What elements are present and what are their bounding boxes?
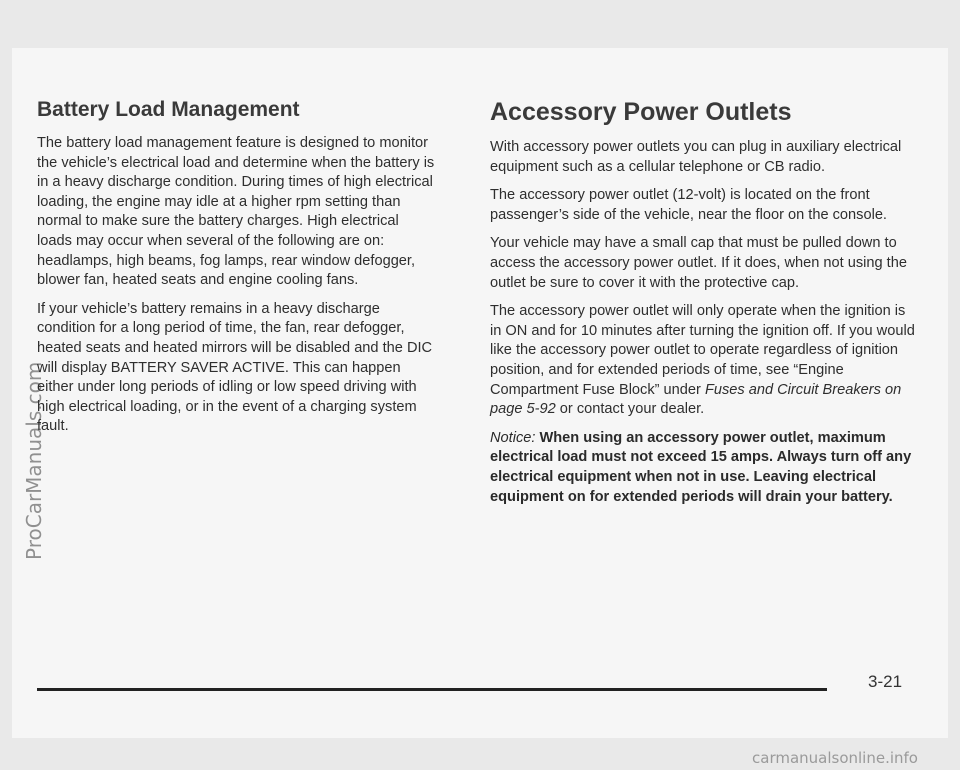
paragraph: With accessory power outlets you can plug in auxiliary electrical equipment such as a cellular telephone or CB radio. <box>490 139 902 175</box>
notice-block <box>490 429 920 507</box>
battery-load-section <box>37 98 437 446</box>
paragraph-text: The accessory power outlet will only operate when the ignition is in ON and for 10 minutes after turning the ignition off. If you would like the accessory power outlet to operate regardless of ignition position, and for extended periods of time, see “Engine Compartment Fuse Block” under <box>490 303 915 398</box>
paragraph: If your vehicle’s battery remains in a heavy discharge condition for a long period of time, the fan, rear defogger, heated seats and heated mirrors will be disabled and the DIC will display BATTERY SAVER ACTIVE. This can happen either under long periods of idling or low speed driving with high electrical loading, or in the event of a charging system fault. <box>37 300 433 435</box>
paragraph: The battery load management feature is designed to monitor the vehicle’s electrical load and determine when the battery is in a heavy discharge condition. During times of high electrical loading, the engine may idle at a higher rpm setting than normal to make sure the battery charges. High electrical loads may occur when several of the following are on: headlamps, high beams, fog lamps, rear window defogger, blower fan, heated seats and engine cooling fans. <box>37 135 435 289</box>
cross-reference: Fuses and Circuit Breakers on page 5-92 <box>490 381 902 418</box>
paragraph-text: or contact your dealer. <box>555 401 705 418</box>
paragraph: The accessory power outlet (12-volt) is located on the front passenger’s side of the vehicle, near the floor on the console. <box>490 187 887 223</box>
paragraph <box>490 302 920 420</box>
section-heading-accessory-power: Accessory Power Outlets <box>490 98 792 126</box>
notice-text: When using an accessory power outlet, maximum electrical load must not exceed 15 amps. Always turn off any electrical equipment when not in use. Leaving electrical equipment on for extended periods will drain your battery. <box>490 429 912 505</box>
side-watermark: ProCarManuals.com <box>22 361 46 560</box>
paragraph: Your vehicle may have a small cap that must be pulled down to access the accessory power outlet. If it does, when not using the outlet be sure to cover it with the protective cap. <box>490 235 907 291</box>
section-heading-battery-load: Battery Load Management <box>37 98 300 121</box>
accessory-power-section <box>490 98 920 516</box>
page-number: 3-21 <box>868 672 903 691</box>
notice-label: Notice: <box>490 429 536 446</box>
bottom-watermark: carmanualsonline.info <box>752 749 918 767</box>
footer-rule <box>37 688 827 691</box>
